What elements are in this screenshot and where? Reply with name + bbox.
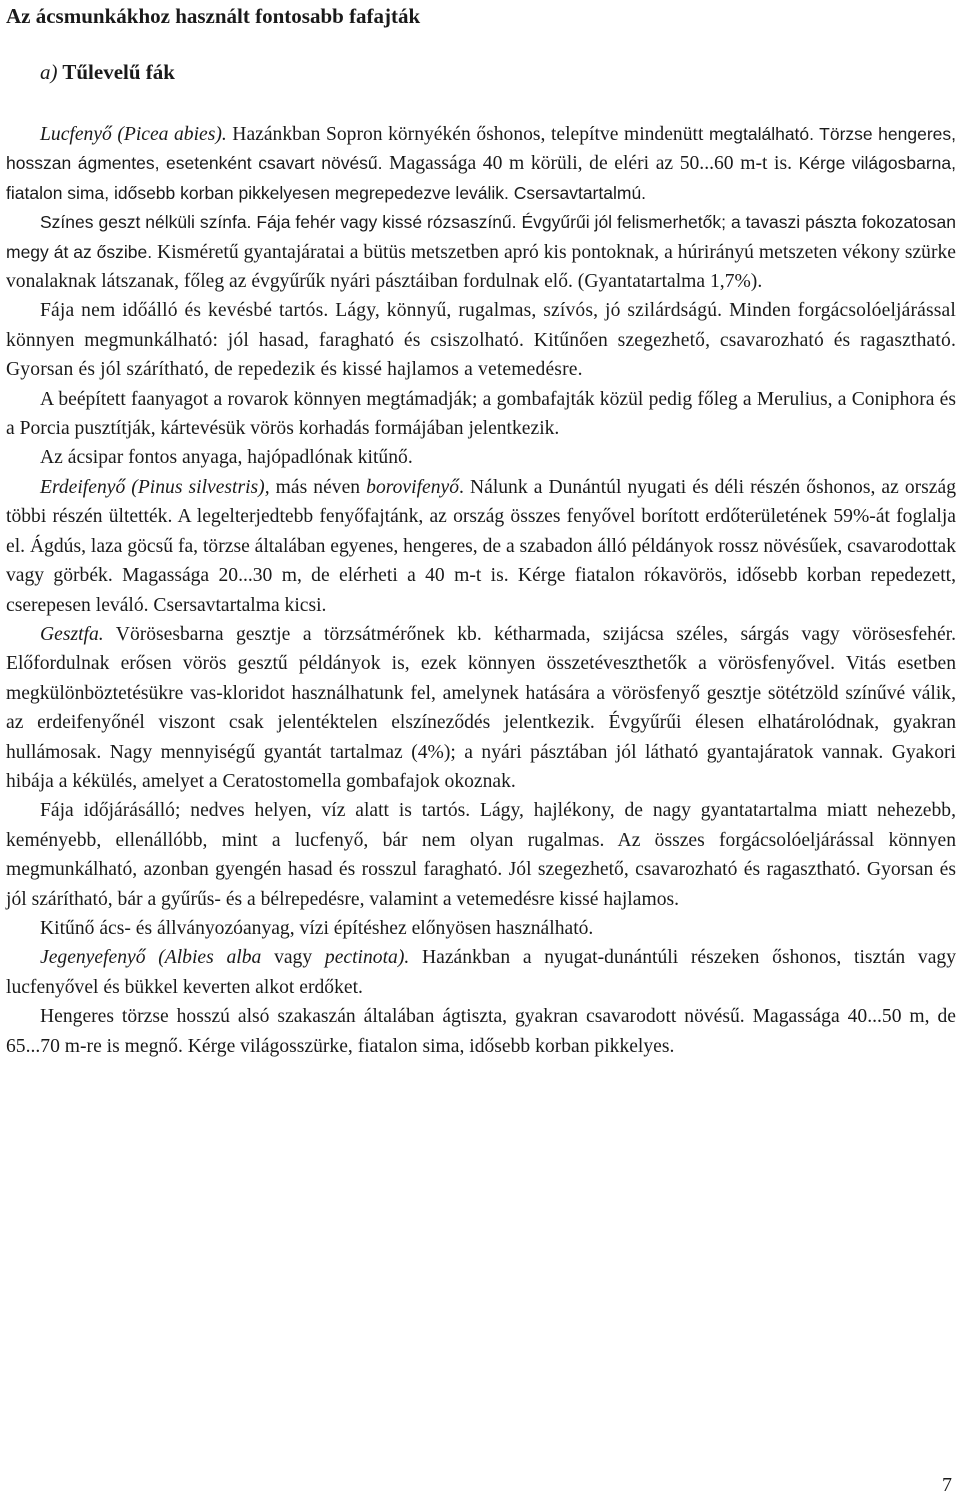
paragraph-lucfenyo-pests: A beépített faanyagot a rovarok könnyen megtámadják; a gombafajták közül pedig főleg a Merulius, a Coniphora és a Porcia pusztítják, kártevésük vörös korhadás formájában jelentkezik. <box>6 388 956 440</box>
paragraph-text: Vörösesbarna gesztje a törzsátmérőnek kb. kétharmada, szijácsa széles, sárgás vagy vörösesfehér. Előfordulnak erősen vörös gesztű példányok is, ezek könnyen összetéveszthetők a vörösfenyővel. Vitás esetben megkülönböztetésükre vas-kloridot használhatunk fel, amelynek hatására a vörösfenyő gesztje sötétzöld színűvé válik, az erdeifenyőnél viszont csak jelentéktelen elszíneződés jelentkezik. Évgyűrűi élesen elhatárolódnak, gyakran hullámosak. Nagy mennyiségű gyantát tartalmaz (4%); a nyári pásztában jól látható gyantajáratok vannak. Gyakori hibája a kékülés, amelyet a Ceratostomella gombafajok okoznak. <box>6 623 956 792</box>
paragraph-jegenyefenyo-trunk: Hengeres törzse hosszú alsó szakaszán általában ágtiszta, gyakran csavarodott növésű. Magassága 40...50 m, de 65...70 m-re is megnő. Kérge világosszürke, fiatalon sima, idősebb korban pikkelyes. <box>6 1006 956 1057</box>
paragraph-text: Kérge világosbarna, fiatalon sima, idősebb korban pikkelyesen megrepedezve leválik. Csersavtartalmú. <box>6 153 956 203</box>
species-name-pectinota: pectinota). <box>324 947 410 969</box>
paragraph-erdeifenyo-heartwood <box>6 620 956 796</box>
section-letter: a) <box>40 60 58 84</box>
paragraph-text: megtalálható. Törzse hengeres, hosszan ágmentes, esetenként csavart növésű. <box>6 124 956 174</box>
section-heading <box>6 58 956 86</box>
paragraph-text: Színes geszt nélküli színfa. Fája fehér vagy kissé rózsaszínű. Évgyűrűi jól felismerhetők; a tavaszi pászta fokozatosan megy át az őszibe. <box>6 212 956 262</box>
paragraph-text: . Nálunk a Dunántúl nyugati és déli részén őshonos, az ország többi részén ültették. A legelterjedtebb fenyőfajtánk, az ország összes fenyővel borított erdőterületének 59%-át foglalja el. Ágdús, laza göcsű fa, törzse általában egyenes, hengeres, de a szabadon álló példányok rossz növésűek, csavarodottak vagy görbék. Magassága 20...30 m, de elérheti a 40 m-t is. Kérge fiatalon rókavörös, idősebb korban repedezett, cserepesen leváló. Csersavtartalma kicsi. <box>6 476 956 616</box>
body-text <box>6 120 956 1061</box>
paragraph-lucfenyo-wood <box>6 208 956 296</box>
paragraph-text: Kisméretű gyantajáratai a bütüs metszetben apró kis pontoknak, a húrirányú metszeten vékony szürke vonalaknak látszanak, főleg az évgyűrűk nyári pásztáiban fordulnak elő. (Gyantatartalma 1,7%). <box>6 241 956 293</box>
species-name-erdeifenyo: Erdeifenyő (Pinus silvestris), <box>40 476 270 498</box>
paragraph-text: Hazánkban a nyugat-dunántúli részeken őshonos, tisztán vagy lucfenyővel és bükkel keverten alkot erdőket. <box>6 947 957 998</box>
section-title: Tűlevelű fák <box>62 60 175 84</box>
paragraph-jegenyefenyo-intro <box>6 943 956 1002</box>
paragraph-lucfenyo-use: Az ácsipar fontos anyaga, hajópadlónak kitűnő. <box>40 447 413 469</box>
paragraph-text: más néven <box>269 476 367 498</box>
page-title: Az ácsmunkákhoz használt fontosabb fafajták <box>6 4 421 28</box>
term-gesztfa: Gesztfa. <box>40 623 104 645</box>
paragraph-text: Hazánkban Sopron környékén őshonos, telepítve mindenütt <box>226 124 709 145</box>
paragraph-erdeifenyo-intro <box>6 473 956 620</box>
document-page <box>6 0 956 1061</box>
paragraph-erdeifenyo-properties: Fája időjárásálló; nedves helyen, víz alatt is tartós. Lágy, hajlékony, de nagy gyantatartalma miatt nehezebb, keményebb, ellenállóbb, mint a lucfenyő, bár nem olyan rugalmas. Az összes forgácsolóeljárással könnyen megmunkálható, azonban gyengén hasad és rosszul faragható. Jól szegezhető, csavarozható és ragasztható. Gyorsan és jól szárítható, bár a gyűrűs- és a bélrepedésre, valamint a vetemedésre kissé hajlamos. <box>6 800 956 910</box>
species-alt-name: borovifenyő <box>366 476 460 498</box>
page-number: 7 <box>942 1474 952 1496</box>
paragraph-text: Magassága 40 m körüli, de eléri az 50...60 m-t is. <box>382 153 799 175</box>
paragraph-lucfenyo-properties: Fája nem időálló és kevésbé tartós. Lágy, könnyű, rugalmas, szívós, jó szilárdságú. Minden forgácsolóeljárással könnyen megmunkálható: jól hasad, faragható és csiszolható. Kitűnően szegezhető, csavarozható és ragasztható. Gyorsan és jól szárítható, de repedezik és kissé hajlamos a vetemedésre. <box>6 300 956 381</box>
species-name-jegenyefenyo: Jegenyefenyő (Albies alba <box>40 947 262 969</box>
paragraph-erdeifenyo-use: Kitűnő ács- és állványozóanyag, vízi építéshez előnyösen használható. <box>40 917 594 939</box>
paragraph-text: vagy <box>261 947 325 969</box>
species-name-lucfenyo: Lucfenyő (Picea abies). <box>40 124 227 145</box>
paragraph-lucfenyo-intro <box>6 120 956 208</box>
